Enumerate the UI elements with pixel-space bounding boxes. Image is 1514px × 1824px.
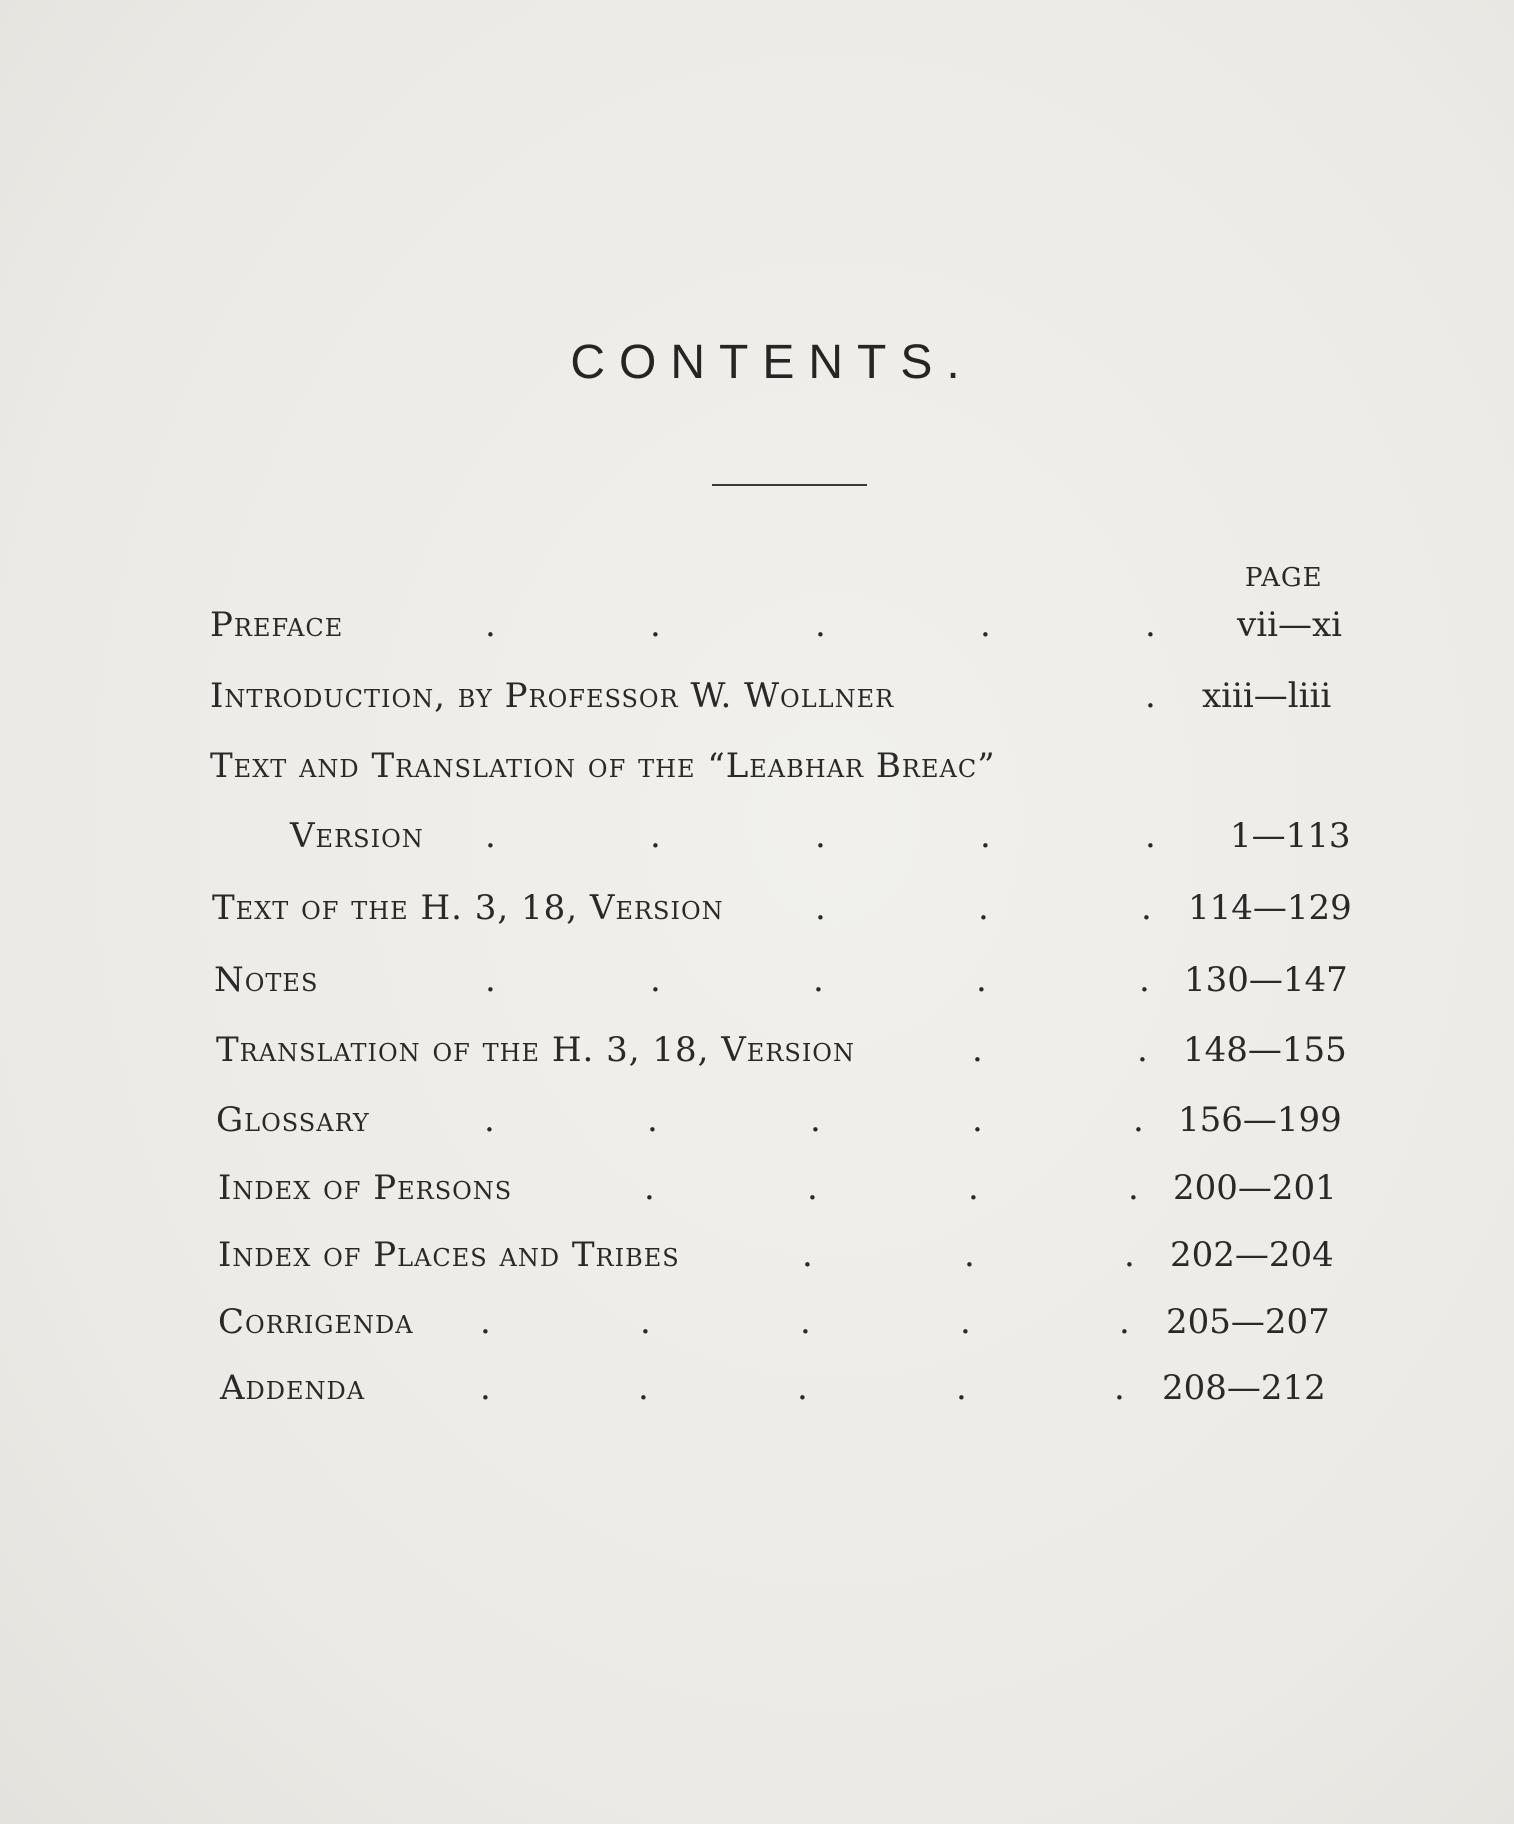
toc-entry-pages: 156—199 [1178,1100,1342,1140]
leader-dot: . [1145,816,1156,856]
leader-dot: . [978,888,989,928]
leader-dot: . [650,605,661,645]
leader-dot: . [1114,1368,1125,1408]
toc-entry-pages: xiii—liii [1202,676,1332,716]
leader-dot: . [1141,888,1152,928]
toc-entry-title: Corrigenda [218,1302,414,1342]
toc-entry-notes [0,960,1514,1010]
toc-entry-version [0,816,1514,866]
toc-entry-title: Index of Persons [218,1168,513,1208]
leader-dot: . [815,816,826,856]
leader-dot: . [480,1368,491,1408]
leader-dot: . [647,1100,658,1140]
toc-entry-index-places [0,1235,1514,1285]
toc-entry-text-and-translation [0,746,1514,796]
toc-entry-addenda [0,1368,1514,1418]
toc-entry-title: Version [290,816,424,856]
toc-entry-pages: 148—155 [1183,1030,1347,1070]
leader-dot: . [485,960,496,1000]
leader-dot: . [972,1030,983,1070]
leader-dot: . [797,1368,808,1408]
leader-dot: . [650,816,661,856]
leader-dot: . [480,1302,491,1342]
toc-entry-corrigenda [0,1302,1514,1352]
leader-dot: . [638,1368,649,1408]
leader-dot: . [640,1302,651,1342]
toc-entry-title: Translation of the H. 3, 18, Version [216,1030,855,1070]
page-title: CONTENTS. [570,336,974,389]
toc-entry-title: Index of Places and Tribes [218,1235,680,1275]
toc-entry-title: Glossary [216,1100,370,1140]
leader-dot: . [972,1100,983,1140]
leader-dot: . [956,1368,967,1408]
toc-entry-index-persons [0,1168,1514,1218]
toc-entry-pages: 205—207 [1166,1302,1330,1342]
leader-dot: . [815,605,826,645]
toc-entry-pages: 208—212 [1162,1368,1326,1408]
leader-dot: . [485,816,496,856]
leader-dot: . [980,605,991,645]
title-rule [712,484,867,486]
toc-entry-pages: 1—113 [1230,816,1351,856]
leader-dot: . [1119,1302,1130,1342]
toc-entry-title: Text of the H. 3, 18, Version [212,888,724,928]
leader-dot: . [1145,676,1156,716]
toc-entry-translation-h318 [0,1030,1514,1080]
leader-dot: . [980,816,991,856]
leader-dot: . [485,605,496,645]
leader-dot: . [976,960,987,1000]
toc-entry-preface [0,605,1514,655]
leader-dot: . [644,1168,655,1208]
leader-dot: . [960,1302,971,1342]
leader-dot: . [964,1235,975,1275]
leader-dot: . [484,1100,495,1140]
toc-entry-title: Introduction, by Professor W. Wollner [210,676,895,716]
toc-entry-glossary [0,1100,1514,1150]
leader-dot: . [802,1235,813,1275]
page-column-label: PAGE [1245,563,1323,593]
leader-dot: . [1139,960,1150,1000]
leader-dot: . [1145,605,1156,645]
leader-dot: . [1133,1100,1144,1140]
toc-entry-pages: 114—129 [1188,888,1352,928]
leader-dot: . [810,1100,821,1140]
toc-entry-text-h318 [0,888,1514,938]
toc-entry-introduction [0,676,1514,726]
toc-entry-title: Notes [214,960,319,1000]
leader-dot: . [968,1168,979,1208]
toc-entry-pages: 130—147 [1184,960,1348,1000]
leader-dot: . [813,960,824,1000]
leader-dot: . [807,1168,818,1208]
toc-entry-pages: 202—204 [1170,1235,1334,1275]
toc-entry-pages: vii—xi [1237,605,1343,645]
leader-dot: . [1137,1030,1148,1070]
leader-dot: . [800,1302,811,1342]
leader-dot: . [650,960,661,1000]
toc-entry-title: Addenda [220,1368,366,1408]
toc-entry-title: Preface [210,605,344,645]
leader-dot: . [1128,1168,1139,1208]
leader-dot: . [815,888,826,928]
toc-entry-pages: 200—201 [1173,1168,1337,1208]
toc-entry-title: Text and Translation of the “Leabhar Breac” [210,746,996,786]
leader-dot: . [1124,1235,1135,1275]
